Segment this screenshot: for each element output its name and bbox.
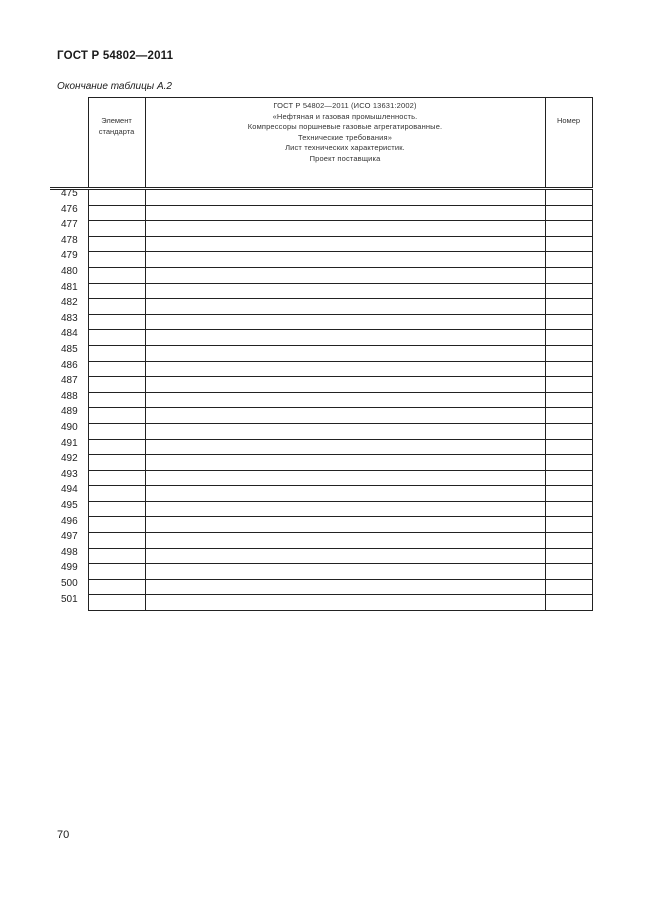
table-row	[50, 330, 592, 346]
description-cell	[145, 205, 545, 221]
header-title-line: Проект поставщика	[309, 153, 381, 163]
number-cell	[545, 455, 592, 471]
element-cell	[88, 189, 145, 206]
description-cell	[145, 564, 545, 580]
row-number: 492	[61, 453, 78, 465]
row-number: 481	[61, 281, 78, 293]
description-cell	[145, 470, 545, 486]
number-cell	[545, 595, 592, 611]
row-number: 495	[61, 499, 78, 511]
row-number: 485	[61, 344, 78, 356]
element-cell	[88, 205, 145, 221]
row-number: 494	[61, 484, 78, 496]
description-cell	[145, 299, 545, 315]
element-cell	[88, 236, 145, 252]
row-number: 479	[61, 250, 78, 262]
row-number: 477	[61, 219, 78, 231]
header-title-line: «Нефтяная и газовая промышленность.	[272, 111, 418, 121]
description-cell	[145, 377, 545, 393]
number-cell	[545, 267, 592, 283]
row-number: 483	[61, 312, 78, 324]
table-row	[50, 595, 592, 611]
element-cell	[88, 548, 145, 564]
header-element	[88, 98, 145, 189]
table-caption: Окончание таблицы А.2	[57, 81, 172, 92]
row-number: 487	[61, 375, 78, 387]
header-element-line: стандарта	[98, 126, 135, 136]
header-title	[145, 98, 545, 189]
description-cell	[145, 283, 545, 299]
header-title-line: ГОСТ Р 54802—2011 (ИСО 13631:2002)	[273, 101, 417, 110]
spec-table-container	[50, 97, 592, 611]
number-cell	[545, 236, 592, 252]
header-number: Номер	[545, 98, 592, 189]
element-cell	[88, 423, 145, 439]
table-row	[50, 252, 592, 268]
number-cell	[545, 330, 592, 346]
row-number: 490	[61, 422, 78, 433]
row-number: 500	[61, 577, 78, 589]
element-cell	[88, 579, 145, 595]
number-cell	[545, 564, 592, 580]
number-cell	[545, 205, 592, 221]
number-cell	[545, 189, 592, 206]
element-cell	[88, 345, 145, 361]
header-row-number-spacer	[50, 98, 88, 189]
element-cell	[88, 455, 145, 471]
description-cell	[145, 314, 545, 330]
spec-table	[50, 97, 593, 611]
row-number: 496	[61, 515, 78, 527]
element-cell	[88, 252, 145, 268]
description-cell	[145, 455, 545, 471]
row-number: 484	[61, 328, 78, 340]
table-row	[50, 392, 592, 408]
number-cell	[545, 486, 592, 502]
description-cell	[145, 392, 545, 408]
description-cell	[145, 267, 545, 283]
table-row	[50, 205, 592, 221]
description-cell	[145, 548, 545, 564]
element-cell	[88, 392, 145, 408]
number-cell	[545, 221, 592, 237]
header-title-line: Технические требования»	[297, 132, 393, 142]
table-row	[50, 314, 592, 330]
row-number: 491	[61, 437, 78, 449]
description-cell	[145, 408, 545, 424]
number-cell	[545, 408, 592, 424]
element-cell	[88, 408, 145, 424]
table-row	[50, 189, 592, 206]
row-number: 482	[61, 297, 78, 309]
table-row	[50, 548, 592, 564]
element-cell	[88, 299, 145, 315]
table-row	[50, 283, 592, 299]
description-cell	[145, 517, 545, 533]
table-row	[50, 236, 592, 252]
element-cell	[88, 377, 145, 393]
number-cell	[545, 361, 592, 377]
table-row	[50, 455, 592, 471]
description-cell	[145, 330, 545, 346]
number-cell	[545, 533, 592, 549]
table-row	[50, 579, 592, 595]
header-title-line: Лист технических характеристик.	[285, 143, 405, 152]
number-cell	[545, 283, 592, 299]
number-cell	[545, 548, 592, 564]
description-cell	[145, 189, 545, 206]
table-row	[50, 517, 592, 533]
element-cell	[88, 330, 145, 346]
table-row	[50, 377, 592, 393]
table-row	[50, 501, 592, 517]
description-cell	[145, 221, 545, 237]
header-element-line: Элемент	[101, 116, 132, 125]
element-cell	[88, 283, 145, 299]
description-cell	[145, 236, 545, 252]
number-cell	[545, 579, 592, 595]
row-number: 489	[61, 406, 78, 418]
description-cell	[145, 579, 545, 595]
element-cell	[88, 439, 145, 455]
number-cell	[545, 439, 592, 455]
row-number: 478	[61, 234, 78, 246]
table-row	[50, 345, 592, 361]
header-title-line: Компрессоры поршневые газовые агрегатированные.	[247, 122, 443, 131]
table-body	[50, 189, 592, 611]
description-cell	[145, 345, 545, 361]
number-cell	[545, 423, 592, 439]
description-cell	[145, 595, 545, 611]
number-cell	[545, 299, 592, 315]
row-number: 476	[61, 203, 78, 215]
number-cell	[545, 470, 592, 486]
description-cell	[145, 501, 545, 517]
table-row	[50, 408, 592, 424]
number-cell	[545, 392, 592, 408]
row-number: 486	[61, 359, 78, 371]
element-cell	[88, 267, 145, 283]
number-cell	[545, 314, 592, 330]
table-row	[50, 533, 592, 549]
element-cell	[88, 486, 145, 502]
row-number: 497	[61, 531, 78, 543]
row-number: 498	[61, 546, 78, 558]
element-cell	[88, 533, 145, 549]
number-cell	[545, 252, 592, 268]
table-row	[50, 470, 592, 486]
element-cell	[88, 470, 145, 486]
description-cell	[145, 439, 545, 455]
row-number: 475	[61, 188, 78, 200]
table-row	[50, 486, 592, 502]
element-cell	[88, 517, 145, 533]
table-row	[50, 221, 592, 237]
description-cell	[145, 361, 545, 377]
table-row	[50, 267, 592, 283]
table-row	[50, 564, 592, 580]
element-cell	[88, 501, 145, 517]
element-cell	[88, 595, 145, 611]
number-cell	[545, 501, 592, 517]
description-cell	[145, 252, 545, 268]
row-number: 501	[61, 593, 78, 605]
element-cell	[88, 361, 145, 377]
row-number: 493	[61, 468, 78, 480]
table-row	[50, 423, 592, 439]
document-id: ГОСТ Р 54802—2011	[57, 50, 174, 62]
number-cell	[545, 345, 592, 361]
table-row	[50, 361, 592, 377]
element-cell	[88, 564, 145, 580]
element-cell	[88, 314, 145, 330]
description-cell	[145, 486, 545, 502]
row-number: 499	[61, 562, 78, 574]
row-number: 480	[61, 266, 78, 278]
table-header-row	[50, 98, 592, 189]
element-cell	[88, 221, 145, 237]
description-cell	[145, 423, 545, 439]
number-cell	[545, 517, 592, 533]
description-cell	[145, 533, 545, 549]
number-cell	[545, 377, 592, 393]
table-row	[50, 439, 592, 455]
table-row	[50, 299, 592, 315]
row-number: 488	[61, 390, 78, 402]
page-number: 70	[57, 829, 70, 841]
